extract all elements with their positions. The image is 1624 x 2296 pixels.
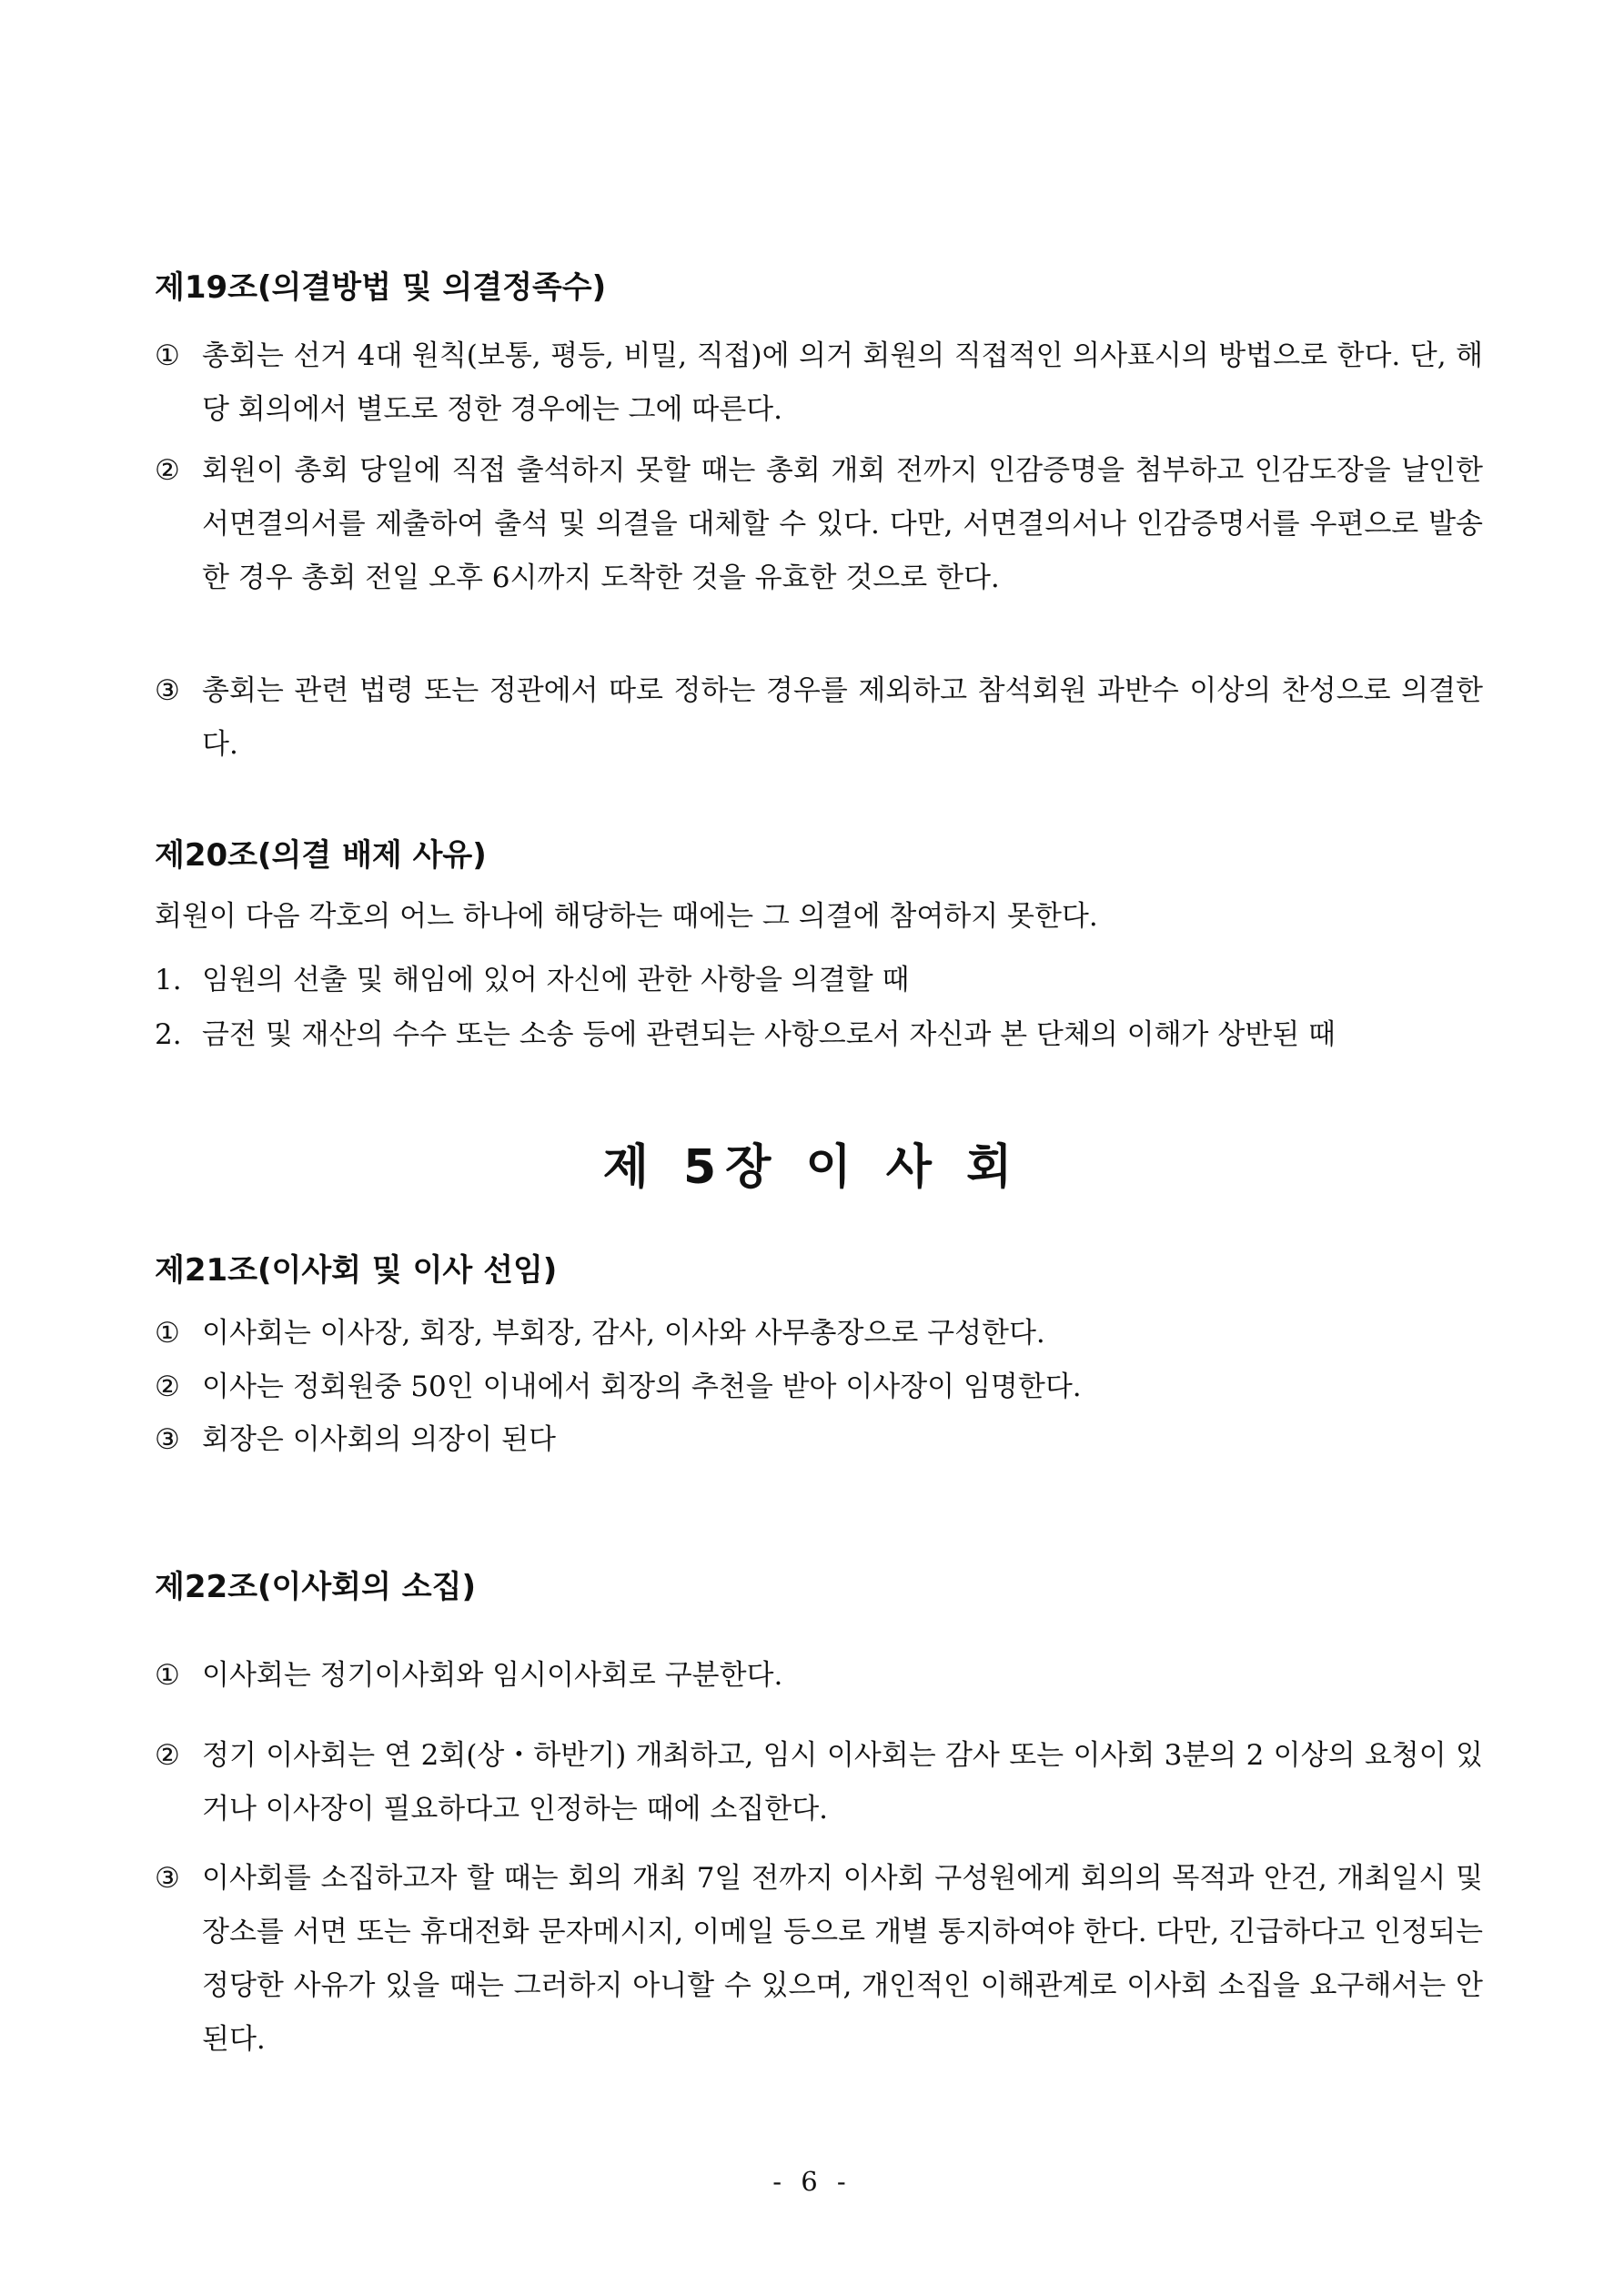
article-22-item-2: [155, 1729, 1483, 1836]
item-marker: ①: [155, 1659, 180, 1692]
item-text: 정기 이사회는 연 2회(상・하반기) 개최하고, 임시 이사회는 감사 또는 이사회 3분의 2 이상의 요청이 있거나 이사장이 필요하다고 인정하는 때에 소집한다.: [202, 1739, 1483, 1826]
article-21-item-2: [155, 1360, 1483, 1414]
item-marker: 2.: [155, 1018, 182, 1051]
article-20-item-1: [155, 954, 1483, 1007]
item-text: 이사는 정회원중 50인 이내에서 회장의 추천을 받아 이사장이 임명한다.: [202, 1371, 1082, 1403]
item-text: 회원이 총회 당일에 직접 출석하지 못할 때는 총회 개회 전까지 인감증명을 첨부하고 인감도장을 날인한 서면결의서를 제출하여 출석 및 의결을 대체할 수 있다. 다만, 서면결의서나 인감증명서를 우편으로 발송한 경우 총회 전일 오후 6시까지 도착한 것을 유효한 것으로 한다.: [202, 454, 1483, 594]
article-21-item-1: [155, 1307, 1483, 1360]
item-text: 이사회는 정기이사회와 임시이사회로 구분한다.: [202, 1659, 783, 1692]
chapter-title: 제 5장 이 사 회: [602, 1140, 1022, 1195]
item-marker: 1.: [155, 964, 182, 996]
article-19-heading: 제19조(의결방법 및 의결정족수): [155, 269, 607, 306]
item-text: 이사회는 이사장, 회장, 부회장, 감사, 이사와 사무총장으로 구성한다.: [202, 1317, 1045, 1350]
item-text: 총회는 선거 4대 원칙(보통, 평등, 비밀, 직접)에 의거 회원의 직접적인 의사표시의 방법으로 한다. 단, 해당 회의에서 별도로 정한 경우에는 그에 따른다.: [202, 339, 1483, 426]
item-marker: ①: [155, 1317, 180, 1350]
article-20-heading: 제20조(의결 배제 사유): [155, 837, 487, 874]
item-marker: ②: [155, 1739, 180, 1772]
item-text: 임원의 선출 및 해임에 있어 자신에 관한 사항을 의결할 때: [202, 964, 910, 996]
article-19-item-1: [155, 329, 1483, 437]
item-marker: ②: [155, 454, 180, 487]
article-20-item-2: [155, 1008, 1483, 1062]
item-marker: ②: [155, 1371, 180, 1403]
item-marker: ①: [155, 339, 180, 372]
article-21-item-3: [155, 1413, 1483, 1467]
item-text: 총회는 관련 법령 또는 정관에서 따로 정하는 경우를 제외하고 참석회원 과반수 이상의 찬성으로 의결한다.: [202, 674, 1483, 761]
article-19-item-2: [155, 444, 1483, 605]
item-text: 이사회를 소집하고자 할 때는 회의 개최 7일 전까지 이사회 구성원에게 회의의 목적과 안건, 개최일시 및 장소를 서면 또는 휴대전화 문자메시지, 이메일 등으로 개별 통지하여야 한다. 다만, 긴급하다고 인정되는 정당한 사유가 있을 때는 그러하지 아니할 수 있으며, 개인적인 이해관계로 이사회 소집을 요구해서는 안 된다.: [202, 1862, 1483, 2056]
item-text: 회장은 이사회의 의장이 된다: [202, 1423, 556, 1456]
item-text: 금전 및 재산의 수수 또는 소송 등에 관련되는 사항으로서 자신과 본 단체의 이해가 상반된 때: [202, 1018, 1336, 1051]
article-22-item-1: [155, 1649, 1483, 1703]
article-19-item-3: [155, 664, 1483, 772]
article-21-heading: 제21조(이사회 및 이사 선임): [155, 1252, 558, 1289]
item-marker: ③: [155, 674, 180, 707]
page-number: - 6 -: [772, 2166, 852, 2197]
item-marker: ③: [155, 1862, 180, 1895]
article-22-heading: 제22조(이사회의 소집): [155, 1569, 476, 1605]
article-20-intro: 회원이 다음 각호의 어느 하나에 해당하는 때에는 그 의결에 참여하지 못한다.: [155, 900, 1098, 933]
item-marker: ③: [155, 1423, 180, 1456]
article-22-item-3: [155, 1852, 1483, 2067]
